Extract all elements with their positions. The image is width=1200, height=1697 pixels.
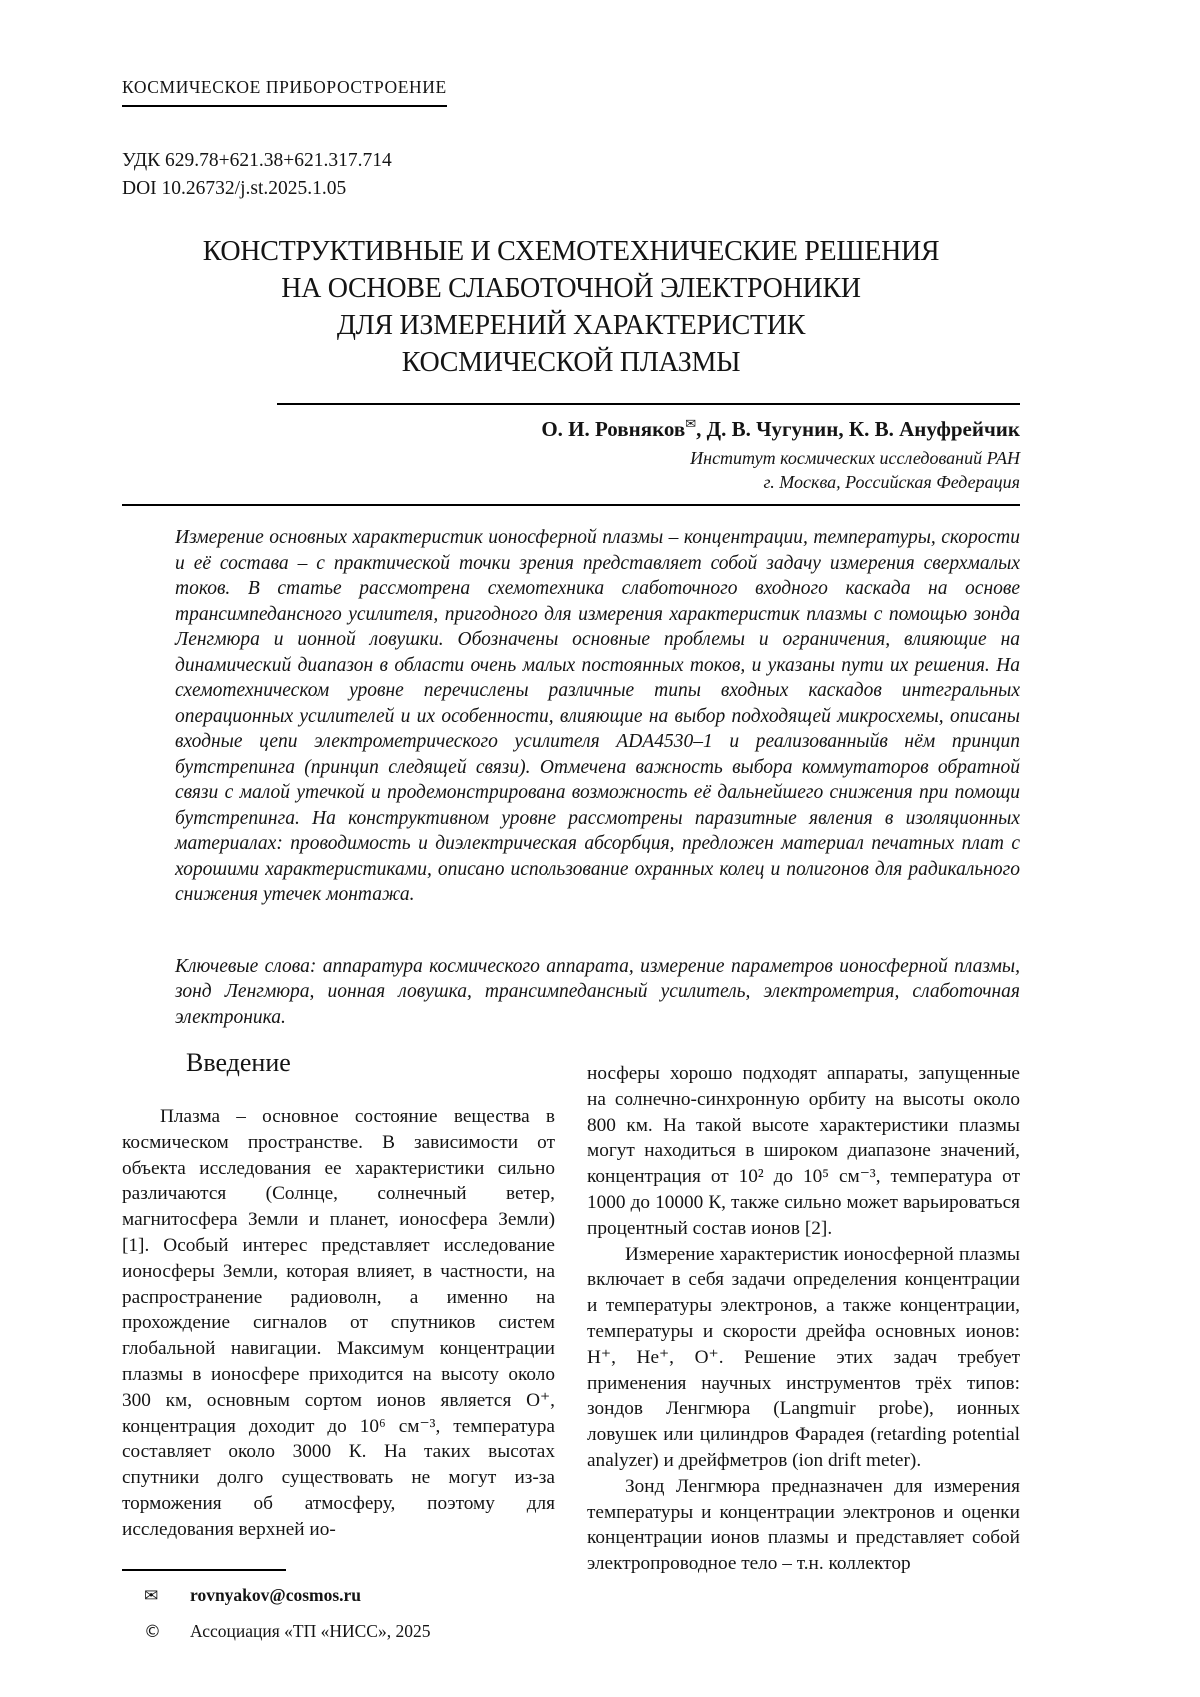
- doi-label: DOI 10.26732/j.st.2025.1.05: [122, 178, 347, 199]
- copyright-row: [122, 1620, 555, 1643]
- envelope-icon: ✉: [685, 417, 697, 432]
- body-paragraph: носферы хорошо подходят аппараты, запущенные на солнечно-синхронную орбиту на высоты около 800 км. На такой высоте характеристики плазмы могут находиться в широком диапазоне значений, концентрация от 10² до 10⁵ см⁻³, температура от 1000 до 10000 К, также сильно может варьироваться процентный состав ионов [2].: [587, 1063, 1020, 1239]
- keywords-label: Ключевые слова:: [175, 955, 317, 977]
- body-paragraph: Измерение характеристик ионосферной плазмы включает в себя задачи определения концентрации и температуры электронов, а также концентрации, температуры и скорости дрейфа основных ионов: H⁺, He⁺, O⁺. Решение этих задач требует применения научных инструментов трёх типов: зондов Ленгмюра (Langmuir probe), ионных ловушек или цилиндров Фарадея (retarding potential analyzer) и дрейфметров (ion drift meter).: [587, 1243, 1020, 1471]
- email-row: [122, 1584, 555, 1607]
- affiliation: Институт космических исследований РАН: [690, 448, 1020, 468]
- intro-heading: Введение: [186, 1048, 291, 1077]
- footnote-rule: [122, 1569, 286, 1571]
- abstract-text: Измерение основных характеристик ионосферной плазмы – концентрации, температуры, скорости и её состава – с практической точки зрения представляет собой задачу измерения сверхмалых токов. В статье рассмотрена схемотехника слаботочного входного каскада на основе трансимпедансного усилителя, пригодного для измерения характеристик плазмы с помощью зонда Ленгмюра и ионной ловушки. Обозначены основные проблемы и ограничения, влияющие на динамический диапазон в области очень малых постоянных токов, и указаны пути их решения. На схемотехническом уровне перечислены различные типы входных каскадов интегральных операционных усилителей и их особенности, влияющие на выбор подходящей микросхемы, описаны входные цепи электрометрического усилителя ADA4530–1 и реализованныйв нём принцип бутстрепинга (принцип следящей связи). Отмечена важность выбора коммутаторов обратной связи с малой утечкой и продемонстрирована возможность её дальнейшего снижения при помощи бутстрепинга. На конструктивном уровне рассмотрены паразитные явления в изоляционных материалах: проводимость и диэлектрическая абсорбция, предложен материал печатных плат с хорошими характеристиками, описано использование охранных колец и полигонов для радикального снижения утечек монтажа.: [175, 527, 1020, 905]
- email-icon: ✉: [144, 1585, 159, 1606]
- corresponding-author: О. И. Ровняков: [541, 417, 686, 441]
- article-title: [122, 233, 1020, 381]
- copyright-text: Ассоциация «ТП «НИСС», 2025: [190, 1620, 431, 1641]
- email-address: rovnyakov@cosmos.ru: [190, 1584, 362, 1605]
- left-column: [122, 1048, 555, 1643]
- title-line: ДЛЯ ИЗМЕРЕНИЙ ХАРАКТЕРИСТИК: [336, 310, 806, 341]
- body-paragraph: Зонд Ленгмюра предназначен для измерения температуры и концентрации электронов и оценки концентрации ионов плазмы и представляет собой электропроводное тело – т.н. коллектор: [587, 1475, 1020, 1575]
- running-head-text: КОСМИЧЕСКОЕ ПРИБОРОСТРОЕНИЕ: [122, 77, 447, 107]
- keywords-text: аппаратура космического аппарата, измерение параметров ионосферной плазмы, зонд Ленгмюра, ионная ловушка, трансимпедансный усилитель, электрометрия, слаботочная электроника.: [175, 955, 1020, 1028]
- title-line: КОСМИЧЕСКОЙ ПЛАЗМЫ: [401, 347, 741, 378]
- title-line: КОНСТРУКТИВНЫЕ И СХЕМОТЕХНИЧЕСКИЕ РЕШЕНИЯ: [202, 236, 940, 267]
- intro-paragraph-left: Плазма – основное состояние вещества в космическом пространстве. В зависимости от объекта исследования ее характеристики сильно различаются (Солнце, солнечный ветер, магнитосфера Земли и планет, ионосфера Земли) [1]. Особый интерес представляет исследование ионосферы Земли, которая влияет, в частности, на распространение радиоволн, а именно на прохождение сигналов от спутников систем глобальной навигации. Максимум концентрации плазмы в ионосфере приходится на высоту около 300 км, основным сортом ионов является O⁺, концентрация доходит до 10⁶ см⁻³, температура составляет около 3000 К. На таких высотах спутники долго существовать не могут из-за торможения об атмосферу, поэтому для исследования верхней ио-: [122, 1106, 555, 1540]
- copyright-icon: ©: [144, 1621, 161, 1642]
- running-head: [122, 0, 1020, 107]
- right-column: [587, 1048, 1020, 1643]
- header-rule: [122, 504, 1020, 506]
- affiliation-block: [277, 447, 1020, 494]
- keywords-block: [175, 954, 1020, 1031]
- authors-line: [277, 416, 1020, 442]
- udc-label: УДК 629.78+621.38+621.317.714: [122, 150, 392, 171]
- affiliation-location: г. Москва, Российская Федерация: [763, 471, 1020, 492]
- article-meta: [122, 147, 1020, 203]
- coauthors: , Д. В. Чугунин, К. В. Ануфрейчик: [696, 417, 1020, 441]
- title-line: НА ОСНОВЕ СЛАБОТОЧНОЙ ЭЛЕКТРОНИКИ: [281, 273, 861, 304]
- byline: [277, 403, 1020, 494]
- body-columns: [122, 1048, 1020, 1643]
- footnote-block: [122, 1569, 555, 1643]
